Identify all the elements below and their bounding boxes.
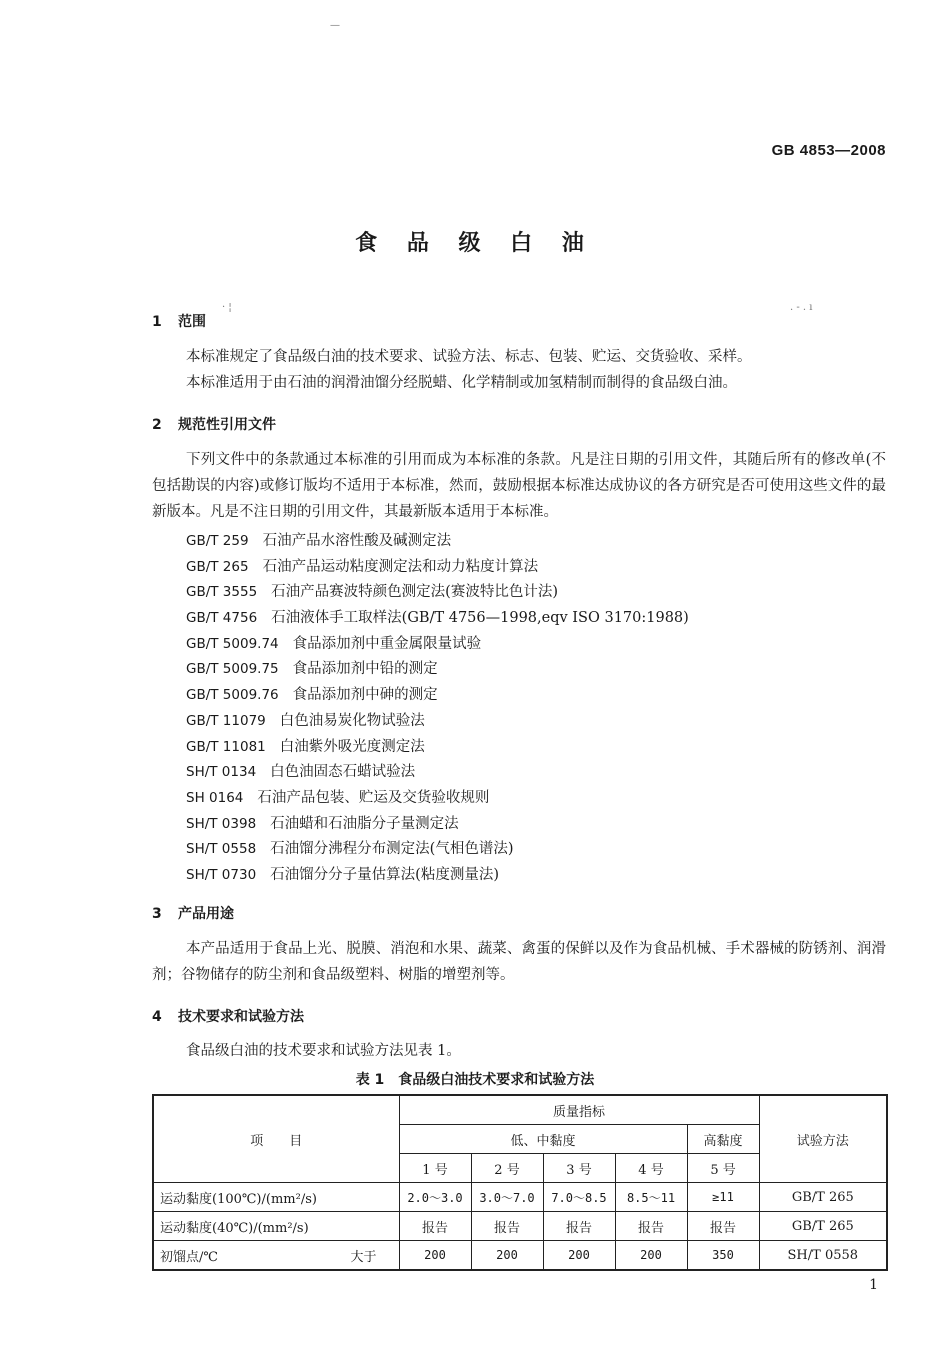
- table-row: [153, 1183, 887, 1212]
- row-item: 初馏点/℃: [160, 1249, 218, 1265]
- reference-code: GB/T 4756: [186, 610, 258, 626]
- reference-code: GB/T 3555: [186, 584, 258, 600]
- reference-code: GB/T 11081: [186, 739, 266, 755]
- standard-number: GB 4853—2008: [771, 142, 886, 159]
- reference-item: [186, 786, 489, 807]
- normative-intro: 下列文件中的条款通过本标准的引用而成为本标准的条款。凡是注日期的引用文件，其随后所有的修改单(不包括勘误的内容)或修订版均不适用于本标准，然而，鼓励根据本标准达成协议的各方研究是否可使用这些文件的最新版本。凡是不注日期的引用文件，其最新版本适用于本标准。: [152, 452, 886, 520]
- value-cell: 报告: [543, 1212, 615, 1241]
- table-row: [153, 1241, 887, 1271]
- scan-speck: . - . ı: [790, 302, 813, 313]
- reference-title: 石油液体手工取样法(GB/T 4756—1998,eqv ISO 3170:1988): [271, 610, 689, 626]
- reference-item: [186, 606, 689, 627]
- grade-header: 4 号: [615, 1154, 687, 1183]
- value-cell: 200: [399, 1241, 471, 1271]
- usage-paragraph: 本产品适用于食品上光、脱膜、消泡和水果、蔬菜、禽蛋的保鲜以及作为食品机械、手术器械的防锈剂、润滑剂；谷物储存的防尘剂和食品级塑料、树脂的增塑剂等。: [152, 941, 886, 983]
- header-high: 高黏度: [687, 1125, 759, 1154]
- row-item: 运动黏度(100℃)/(mm²/s): [153, 1183, 399, 1212]
- reference-title: 石油馏分沸程分布测定法(气相色谱法): [270, 841, 514, 857]
- section-title: 规范性引用文件: [178, 417, 276, 433]
- scan-speck: · ¦: [222, 302, 232, 313]
- reference-code: SH/T 0398: [186, 816, 257, 832]
- table-row: [153, 1212, 887, 1241]
- table-caption: 表 1 食品级白油技术要求和试验方法: [355, 1072, 595, 1088]
- reference-title: 石油产品赛波特颜色测定法(赛波特比色计法): [271, 584, 558, 600]
- value-cell: 7.0～8.5: [543, 1183, 615, 1212]
- reference-title: 石油馏分分子量估算法(粘度测量法): [270, 867, 499, 883]
- section-heading-requirements: [152, 1006, 304, 1026]
- reference-item: [186, 683, 438, 704]
- reference-code: GB/T 259: [186, 533, 249, 549]
- reference-item: [186, 812, 459, 833]
- header-quality: 质量指标: [399, 1095, 759, 1125]
- section-number: 4: [152, 1009, 162, 1025]
- header-method: 试验方法: [759, 1095, 887, 1183]
- reference-code: GB/T 11079: [186, 713, 266, 729]
- method-cell: SH/T 0558: [759, 1241, 887, 1271]
- reference-item: [186, 580, 558, 601]
- reference-item: [186, 555, 538, 576]
- reference-code: GB/T 5009.74: [186, 636, 279, 652]
- value-cell: 报告: [687, 1212, 759, 1241]
- reference-title: 白色油固态石蜡试验法: [270, 764, 416, 780]
- reference-item: [186, 863, 499, 884]
- value-cell: 200: [471, 1241, 543, 1271]
- section-title: 范围: [178, 314, 206, 330]
- value-cell: 报告: [399, 1212, 471, 1241]
- section-number: 1: [152, 314, 162, 330]
- grade-header: 5 号: [687, 1154, 759, 1183]
- reference-title: 白油紫外吸光度测定法: [279, 739, 425, 755]
- value-cell: 报告: [471, 1212, 543, 1241]
- reference-title: 石油产品包装、贮运及交货验收规则: [257, 790, 490, 806]
- section-heading-usage: [152, 903, 234, 923]
- scan-speck: —: [330, 20, 340, 31]
- paragraph: 本标准适用于由石油的润滑油馏分经脱蜡、化学精制或加氢精制而制得的食品级白油。: [186, 375, 737, 391]
- reference-code: GB/T 5009.76: [186, 687, 279, 703]
- paragraph: 本标准规定了食品级白油的技术要求、试验方法、标志、包装、贮运、交货验收、采样。: [186, 349, 752, 365]
- method-cell: GB/T 265: [759, 1212, 887, 1241]
- value-cell: ≥11: [687, 1183, 759, 1212]
- reference-item: [186, 632, 481, 653]
- reference-item: [186, 657, 438, 678]
- reference-item: [186, 760, 415, 781]
- reference-title: 石油产品运动粘度测定法和动力粘度计算法: [262, 559, 539, 575]
- row-qualifier: 大于: [350, 1249, 377, 1265]
- reference-item: [186, 837, 513, 858]
- value-cell: 350: [687, 1241, 759, 1271]
- document-title: 食 品 级 白 油: [355, 231, 595, 256]
- value-cell: 200: [543, 1241, 615, 1271]
- reference-item: [186, 709, 425, 730]
- section-heading-scope: [152, 311, 206, 331]
- reference-code: GB/T 5009.75: [186, 661, 279, 677]
- method-cell: GB/T 265: [759, 1183, 887, 1212]
- reference-code: GB/T 265: [186, 559, 249, 575]
- value-cell: 8.5～11: [615, 1183, 687, 1212]
- header-low-mid: 低、中黏度: [399, 1125, 687, 1154]
- value-cell: 2.0～3.0: [399, 1183, 471, 1212]
- value-cell: 200: [615, 1241, 687, 1271]
- value-cell: 报告: [615, 1212, 687, 1241]
- reference-title: 食品添加剂中铅的测定: [292, 661, 438, 677]
- grade-header: 1 号: [399, 1154, 471, 1183]
- spec-table: [152, 1094, 888, 1271]
- reference-title: 食品添加剂中重金属限量试验: [292, 636, 482, 652]
- section-number: 2: [152, 417, 162, 433]
- reference-code: SH 0164: [186, 790, 244, 806]
- reference-title: 石油产品水溶性酸及碱测定法: [262, 533, 452, 549]
- page-number: 1: [869, 1277, 878, 1293]
- requirements-paragraph: 食品级白油的技术要求和试验方法见表 1。: [186, 1043, 461, 1059]
- grade-header: 3 号: [543, 1154, 615, 1183]
- row-item-cell: [153, 1241, 399, 1271]
- header-item: 项 目: [153, 1095, 399, 1183]
- section-title: 技术要求和试验方法: [178, 1009, 304, 1025]
- section-number: 3: [152, 906, 162, 922]
- reference-item: [186, 529, 451, 550]
- reference-code: SH/T 0558: [186, 841, 257, 857]
- grade-header: 2 号: [471, 1154, 543, 1183]
- section-title: 产品用途: [178, 906, 234, 922]
- section-heading-normative: [152, 414, 276, 434]
- reference-title: 食品添加剂中砷的测定: [292, 687, 438, 703]
- reference-code: SH/T 0730: [186, 867, 257, 883]
- reference-item: [186, 735, 425, 756]
- reference-title: 石油蜡和石油脂分子量测定法: [270, 816, 459, 832]
- value-cell: 3.0～7.0: [471, 1183, 543, 1212]
- reference-title: 白色油易炭化物试验法: [279, 713, 425, 729]
- reference-code: SH/T 0134: [186, 764, 257, 780]
- row-item: 运动黏度(40℃)/(mm²/s): [153, 1212, 399, 1241]
